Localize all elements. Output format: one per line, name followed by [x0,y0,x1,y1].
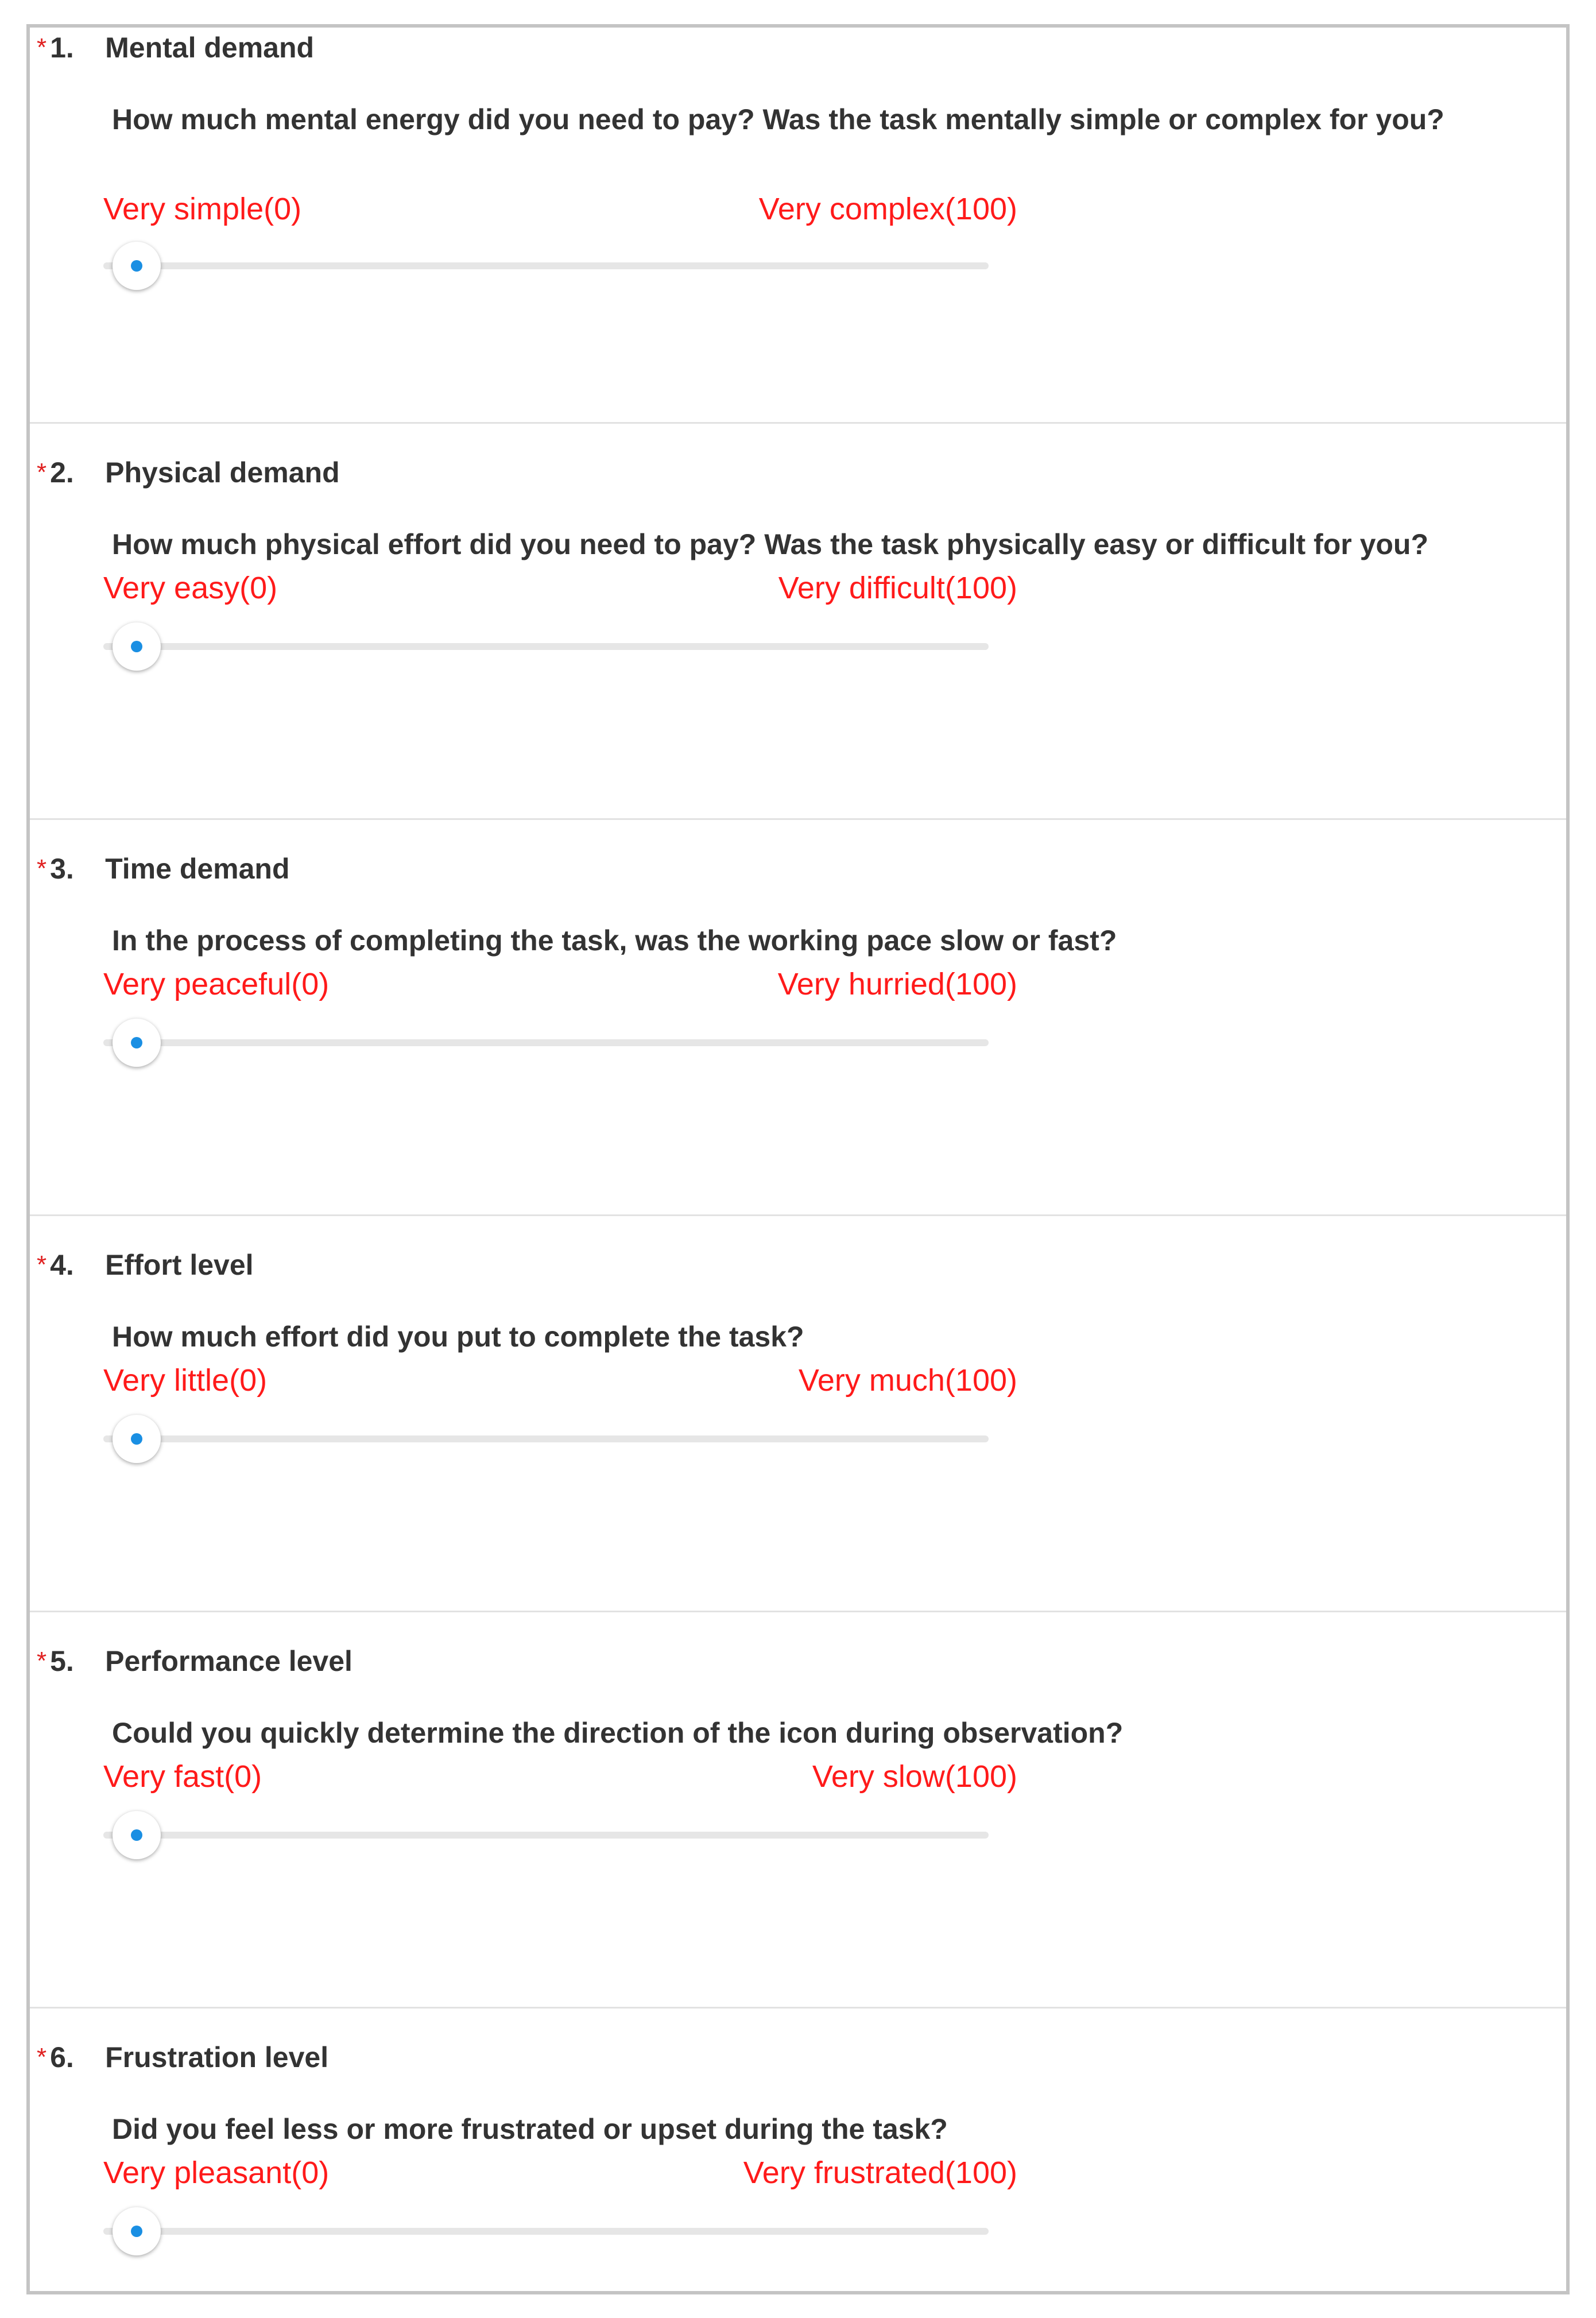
question-number: 1. [50,32,74,64]
scale-labels [103,191,1017,237]
slider-handle[interactable] [113,1019,161,1067]
scale-labels [103,966,1017,1012]
question-mental-demand [30,28,1566,424]
rating-slider[interactable] [103,237,989,295]
question-title: Mental demand [105,32,315,64]
slider-track[interactable] [103,1832,989,1839]
slider-handle[interactable] [113,2207,161,2255]
required-marker: * [37,458,47,486]
slider-track[interactable] [103,2228,989,2235]
scale-max-label: Very difficult(100) [778,571,1017,605]
scale-max-label: Very slow(100) [812,1759,1017,1794]
question-prompt: Did you feel less or more frustrated or upset during the task? [112,2113,948,2145]
required-marker: * [37,854,47,883]
question-number: 3. [50,853,74,885]
scale-max-label: Very frustrated(100) [743,2156,1017,2190]
slider-track[interactable] [103,1039,989,1046]
question-frustration-level [30,2009,1566,2291]
question-performance-level [30,1612,1566,2009]
slider-track[interactable] [103,643,989,650]
question-physical-demand [30,424,1566,820]
scale-labels [103,570,1017,616]
question-number: 4. [50,1249,74,1281]
scale-max-label: Very much(100) [798,1363,1017,1398]
scale-labels [103,1363,1017,1408]
rating-slider[interactable] [103,1410,989,1468]
question-effort-level [30,1216,1566,1612]
scale-max-label: Very hurried(100) [777,967,1017,1001]
scale-labels [103,1759,1017,1805]
slider-handle[interactable] [113,1811,161,1859]
question-number: 5. [50,1645,74,1677]
question-title: Time demand [105,853,290,885]
scale-max-label: Very complex(100) [758,192,1017,226]
rating-slider[interactable] [103,618,989,675]
question-prompt: How much mental energy did you need to pay? Was the task mentally simple or complex for you? [112,103,1444,136]
slider-track[interactable] [103,262,989,269]
question-heading [37,1641,352,1681]
question-prompt: Could you quickly determine the direction of the icon during observation? [112,1717,1124,1749]
required-marker: * [37,33,47,61]
scale-min-label: Very pleasant(0) [103,2156,330,2190]
question-title: Physical demand [105,456,340,489]
question-heading [37,28,314,68]
question-prompt: In the process of completing the task, was the working pace slow or fast? [112,924,1117,957]
question-title: Performance level [105,1645,352,1677]
slider-handle[interactable] [113,622,161,671]
question-heading [37,1245,254,1285]
scale-min-label: Very little(0) [103,1363,268,1398]
nasa-tlx-survey [26,24,1570,2294]
scale-min-label: Very fast(0) [103,1759,262,1794]
slider-handle[interactable] [113,242,161,290]
question-title: Effort level [105,1249,254,1281]
rating-slider[interactable] [103,2203,989,2260]
scale-min-label: Very peaceful(0) [103,967,330,1001]
scale-min-label: Very easy(0) [103,571,278,605]
question-heading [37,2037,328,2077]
required-marker: * [37,1251,47,1279]
scale-labels [103,2155,1017,2201]
question-prompt: How much effort did you put to complete the task? [112,1321,804,1353]
slider-track[interactable] [103,1435,989,1442]
question-title: Frustration level [105,2041,329,2073]
question-time-demand [30,820,1566,1216]
required-marker: * [37,1647,47,1675]
question-prompt: How much physical effort did you need to pay? Was the task physically easy or difficult for you? [112,528,1429,560]
rating-slider[interactable] [103,1806,989,1864]
rating-slider[interactable] [103,1014,989,1071]
question-heading [37,452,340,493]
question-number: 6. [50,2041,74,2073]
required-marker: * [37,2043,47,2071]
question-heading [37,849,290,889]
scale-min-label: Very simple(0) [103,192,302,226]
slider-handle[interactable] [113,1415,161,1463]
question-number: 2. [50,456,74,489]
